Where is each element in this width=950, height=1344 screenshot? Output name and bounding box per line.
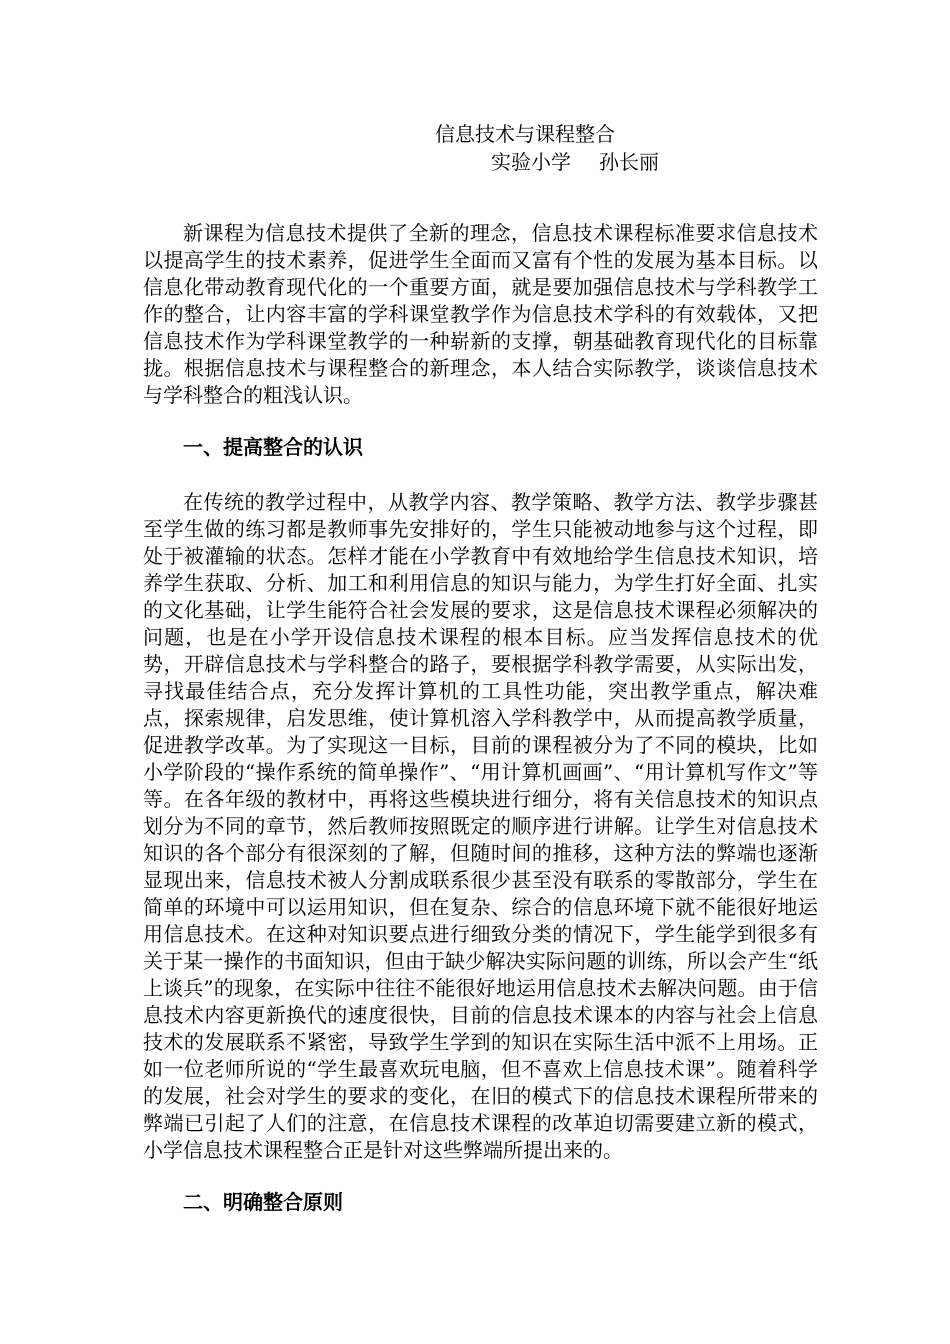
section-heading-2: 二、明确整合原则 — [183, 1190, 343, 1214]
author-name: 孙长丽 — [599, 150, 659, 174]
byline — [491, 148, 818, 176]
school-name: 实验小学 — [491, 150, 571, 174]
section-heading-1: 一、提高整合的认识 — [183, 435, 363, 459]
document-page — [143, 120, 818, 1244]
section-1-paragraph: 在传统的教学过程中，从教学内容、教学策略、教学方法、教学步骤甚至学生做的练习都是教师事先安排好的，学生只能被动地参与这个过程，即处于被灌输的状态。怎样才能在小学教育中有效地给学生信息技术知识，培养学生获取、分析、加工和利用信息的知识与能力，为学生打好全面、扎实的文化基础，让学生能符合社会发展的要求，这是信息技术课程必须解决的问题，也是在小学开设信息技术课程的根本目标。应当发挥信息技术的优势，开辟信息技术与学科整合的路子，要根据学科教学需要，从实际出发，寻找最佳结合点，充分发挥计算机的工具性功能，突出教学重点，解决难点，探索规律，启发思维，使计算机溶入学科教学中，从而提高教学质量，促进教学改革。为了实现这一目标，目前的课程被分为了不同的模块，比如小学阶段的“操作系统的简单操作”、“用计算机画画”、“用计算机写作文”等等。在各年级的教材中，再将这些模块进行细分，将有关信息技术的知识点划分为不同的章节，然后教师按照既定的顺序进行讲解。让学生对信息技术知识的各个部分有很深刻的了解，但随时间的推移，这种方法的弊端也逐渐显现出来，信息技术被人分割成联系很少甚至没有联系的零散部分，学生在简单的环境中可以运用知识，但在复杂、综合的信息环境下就不能很好地运用信息技术。在这种对知识要点进行细致分类的情况下，学生能学到很多有关于某一操作的书面知识，但由于缺少解决实际问题的训练，所以会产生“纸上谈兵”的现象，在实际中往往不能很好地运用信息技术去解决问题。由于信息技术内容更新换代的速度很快，目前的信息技术课本的内容与社会上信息技术的发展联系不紧密，导致学生学到的知识在实际生活中派不上用场。正如一位老师所说的“学生最喜欢玩电脑，但不喜欢上信息技术课”。随着科学的发展，社会对学生的要求的变化，在旧的模式下的信息技术课程所带来的弊端已引起了人们的注意，在信息技术课程的改革迫切需要建立新的模式，小学信息技术课程整合正是针对这些弊端所提出来的。 — [143, 490, 818, 1162]
intro-paragraph: 新课程为信息技术提供了全新的理念，信息技术课程标准要求信息技术以提高学生的技术素养，促进学生全面而又富有个性的发展为基本目标。以信息化带动教育现代化的一个重要方面，就是要加强信息技术与学科教学工作的整合，让内容丰富的学科课堂教学作为信息技术学科的有效载体，又把信息技术作为学科课堂教学的一种崭新的支撑，朝基础教育现代化的目标靠拢。根据信息技术与课程整合的新理念，本人结合实际教学，谈谈信息技术与学科整合的粗浅认识。 — [143, 221, 818, 407]
document-title: 信息技术与课程整合 — [435, 122, 615, 146]
